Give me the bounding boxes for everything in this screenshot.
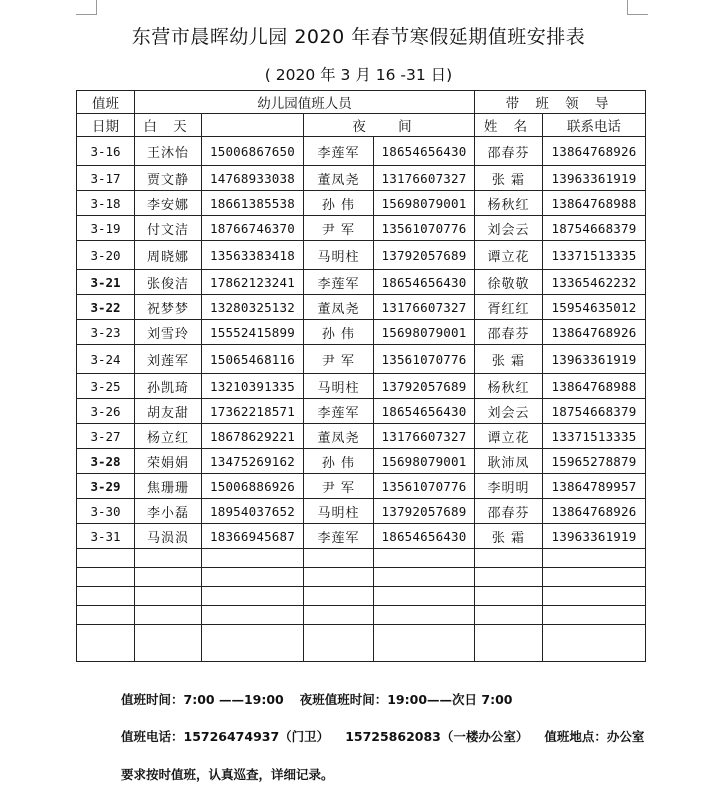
empty-cell [475, 625, 543, 662]
duty-date: 3-21 [77, 270, 135, 295]
header-date-bottom: 日期 [77, 114, 135, 137]
leader-phone: 13365462232 [543, 270, 646, 295]
night-staff-name: 李莲军 [304, 524, 374, 549]
empty-row [77, 568, 646, 587]
night-staff-phone: 13176607327 [374, 295, 475, 320]
leader-phone: 13371513335 [543, 241, 646, 270]
night-staff-phone: 15698079001 [374, 320, 475, 345]
day-staff-phone: 13475269162 [202, 449, 304, 474]
leader-phone: 13864789957 [543, 474, 646, 499]
table-row [77, 399, 646, 424]
header-day-blank [202, 114, 304, 137]
document-subtitle: ( 2020 年 3 月 16 -31 日) [264, 66, 453, 84]
leader-name: 张 霜 [475, 166, 543, 191]
night-staff-phone: 13561070776 [374, 345, 475, 374]
duty-hours-note [121, 690, 512, 708]
night-staff-name: 董凤尧 [304, 295, 374, 320]
night-staff-name: 马明柱 [304, 374, 374, 399]
empty-row [77, 549, 646, 568]
leader-name: 李明明 [475, 474, 543, 499]
duty-date: 3-20 [77, 241, 135, 270]
empty-cell [304, 625, 374, 662]
night-staff-phone: 18654656430 [374, 137, 475, 166]
leader-phone: 13864768926 [543, 320, 646, 345]
empty-cell [374, 568, 475, 587]
duty-date: 3-19 [77, 216, 135, 241]
day-staff-phone: 18678629221 [202, 424, 304, 449]
night-staff-phone: 13561070776 [374, 474, 475, 499]
table-row [77, 449, 646, 474]
duty-date: 3-25 [77, 374, 135, 399]
day-staff-name: 荣娟娟 [135, 449, 202, 474]
day-staff-name: 王沐怡 [135, 137, 202, 166]
day-staff-name: 付文洁 [135, 216, 202, 241]
empty-cell [304, 549, 374, 568]
page-corner-mark-left [76, 0, 97, 15]
duty-date: 3-16 [77, 137, 135, 166]
empty-cell [77, 606, 135, 625]
leader-name: 张 霜 [475, 345, 543, 374]
night-staff-phone: 13176607327 [374, 424, 475, 449]
duty-schedule-table [76, 90, 646, 662]
night-staff-phone: 18654656430 [374, 399, 475, 424]
day-staff-name: 贾文静 [135, 166, 202, 191]
empty-cell [304, 606, 374, 625]
table-row [77, 345, 646, 374]
empty-cell [135, 587, 202, 606]
empty-cell [543, 625, 646, 662]
day-staff-phone: 15006886926 [202, 474, 304, 499]
night-staff-phone: 15698079001 [374, 449, 475, 474]
night-staff-phone: 13176607327 [374, 166, 475, 191]
day-staff-name: 李小磊 [135, 499, 202, 524]
header-date-top: 值班 [77, 91, 135, 114]
night-staff-name: 李莲军 [304, 137, 374, 166]
day-staff-name: 马涢涢 [135, 524, 202, 549]
header-row-bottom [77, 114, 646, 137]
duty-requirement-note: 要求按时值班，认真巡查，详细记录。 [121, 767, 334, 782]
duty-date: 3-27 [77, 424, 135, 449]
empty-cell [374, 549, 475, 568]
table-row [77, 320, 646, 345]
day-staff-phone: 13563383418 [202, 241, 304, 270]
leader-phone: 13963361919 [543, 166, 646, 191]
leader-phone: 13864768988 [543, 191, 646, 216]
night-staff-phone: 18654656430 [374, 270, 475, 295]
duty-date: 3-28 [77, 449, 135, 474]
empty-cell [135, 625, 202, 662]
day-staff-name: 孙凯琦 [135, 374, 202, 399]
empty-cell [135, 568, 202, 587]
night-staff-phone: 18654656430 [374, 524, 475, 549]
empty-cell [374, 587, 475, 606]
empty-cell [475, 568, 543, 587]
empty-row [77, 625, 646, 662]
day-staff-phone: 14768933038 [202, 166, 304, 191]
table-row [77, 191, 646, 216]
leader-phone: 13864768988 [543, 374, 646, 399]
leader-phone: 13963361919 [543, 345, 646, 374]
leader-phone: 13963361919 [543, 524, 646, 549]
leader-phone: 13864768926 [543, 137, 646, 166]
empty-cell [475, 549, 543, 568]
empty-cell [135, 549, 202, 568]
duty-phone-office: 15725862083（一楼办公室） [345, 729, 529, 744]
table-row [77, 216, 646, 241]
day-staff-name: 刘雪玲 [135, 320, 202, 345]
day-staff-phone: 13280325132 [202, 295, 304, 320]
header-day: 白 天 [135, 114, 202, 137]
empty-cell [374, 606, 475, 625]
night-staff-phone: 13561070776 [374, 216, 475, 241]
empty-cell [304, 568, 374, 587]
table-row [77, 241, 646, 270]
night-staff-name: 尹 军 [304, 216, 374, 241]
table-row [77, 137, 646, 166]
header-leader-name: 姓 名 [475, 114, 543, 137]
night-staff-phone: 13792057689 [374, 241, 475, 270]
leader-phone: 18754668379 [543, 216, 646, 241]
leader-name: 邵春芬 [475, 499, 543, 524]
day-staff-name: 胡友甜 [135, 399, 202, 424]
table-row [77, 374, 646, 399]
empty-cell [374, 625, 475, 662]
night-staff-name: 董凤尧 [304, 166, 374, 191]
document-title: 东营市晨晖幼儿园 2020 年春节寒假延期值班安排表 [131, 26, 586, 48]
leader-name: 邵春芬 [475, 320, 543, 345]
night-staff-name: 马明柱 [304, 499, 374, 524]
leader-phone: 15954635012 [543, 295, 646, 320]
leader-name: 胥红红 [475, 295, 543, 320]
empty-cell [202, 549, 304, 568]
leader-name: 耿沛凤 [475, 449, 543, 474]
empty-cell [202, 606, 304, 625]
empty-cell [77, 549, 135, 568]
leader-name: 邵春芬 [475, 137, 543, 166]
header-row-top [77, 91, 646, 114]
table-row [77, 474, 646, 499]
night-staff-name: 孙 伟 [304, 191, 374, 216]
header-leader-phone: 联系电话 [543, 114, 646, 137]
empty-cell [475, 606, 543, 625]
empty-cell [202, 587, 304, 606]
day-duty-time: 值班时间：7:00 ——19:00 [121, 692, 284, 707]
duty-date: 3-18 [77, 191, 135, 216]
duty-location: 值班地点：办公室 [544, 729, 645, 744]
day-staff-phone: 18954037652 [202, 499, 304, 524]
leader-phone: 13371513335 [543, 424, 646, 449]
night-duty-time: 夜班值班时间：19:00——次日 7:00 [299, 692, 513, 707]
day-staff-name: 刘莲军 [135, 345, 202, 374]
duty-date: 3-24 [77, 345, 135, 374]
leader-name: 谭立花 [475, 241, 543, 270]
night-staff-phone: 15698079001 [374, 191, 475, 216]
night-staff-phone: 13792057689 [374, 499, 475, 524]
table-row [77, 424, 646, 449]
night-staff-phone: 13792057689 [374, 374, 475, 399]
day-staff-phone: 17862123241 [202, 270, 304, 295]
day-staff-phone: 17362218571 [202, 399, 304, 424]
empty-cell [77, 625, 135, 662]
night-staff-name: 尹 军 [304, 345, 374, 374]
duty-date: 3-22 [77, 295, 135, 320]
night-staff-name: 马明柱 [304, 241, 374, 270]
leader-phone: 18754668379 [543, 399, 646, 424]
night-staff-name: 孙 伟 [304, 449, 374, 474]
header-night: 夜 间 [304, 114, 475, 137]
leader-name: 谭立花 [475, 424, 543, 449]
leader-name: 张 霜 [475, 524, 543, 549]
duty-date: 3-30 [77, 499, 135, 524]
empty-cell [77, 587, 135, 606]
leader-name: 徐敬敬 [475, 270, 543, 295]
day-staff-phone: 13210391335 [202, 374, 304, 399]
header-leader: 带 班 领 导 [475, 91, 646, 114]
empty-row [77, 587, 646, 606]
empty-cell [543, 587, 646, 606]
leader-name: 刘会云 [475, 399, 543, 424]
empty-cell [202, 625, 304, 662]
leader-name: 刘会云 [475, 216, 543, 241]
day-staff-phone: 15006867650 [202, 137, 304, 166]
table-row [77, 295, 646, 320]
empty-cell [77, 568, 135, 587]
night-staff-name: 孙 伟 [304, 320, 374, 345]
day-staff-phone: 18661385538 [202, 191, 304, 216]
table-row [77, 166, 646, 191]
table-row [77, 270, 646, 295]
duty-date: 3-31 [77, 524, 135, 549]
leader-name: 杨秋红 [475, 191, 543, 216]
day-staff-name: 焦珊珊 [135, 474, 202, 499]
duty-date: 3-26 [77, 399, 135, 424]
day-staff-phone: 15065468116 [202, 345, 304, 374]
empty-cell [543, 568, 646, 587]
day-staff-name: 李安娜 [135, 191, 202, 216]
day-staff-phone: 18366945687 [202, 524, 304, 549]
night-staff-name: 李莲军 [304, 399, 374, 424]
header-staff: 幼儿园值班人员 [135, 91, 475, 114]
leader-phone: 13864768926 [543, 499, 646, 524]
empty-cell [475, 587, 543, 606]
empty-cell [543, 549, 646, 568]
day-staff-name: 杨立红 [135, 424, 202, 449]
day-staff-phone: 18766746370 [202, 216, 304, 241]
table-row [77, 524, 646, 549]
empty-cell [202, 568, 304, 587]
page-corner-mark-right [627, 0, 648, 15]
duty-phone: 值班电话：15726474937（门卫） [121, 729, 330, 744]
day-staff-name: 周晓娜 [135, 241, 202, 270]
night-staff-name: 董凤尧 [304, 424, 374, 449]
night-staff-name: 尹 军 [304, 474, 374, 499]
day-staff-name: 张俊洁 [135, 270, 202, 295]
leader-name: 杨秋红 [475, 374, 543, 399]
duty-date: 3-17 [77, 166, 135, 191]
table-row [77, 499, 646, 524]
duty-phone-note [121, 727, 644, 745]
empty-cell [135, 606, 202, 625]
night-staff-name: 李莲军 [304, 270, 374, 295]
empty-row [77, 606, 646, 625]
day-staff-name: 祝梦梦 [135, 295, 202, 320]
leader-phone: 15965278879 [543, 449, 646, 474]
duty-date: 3-29 [77, 474, 135, 499]
day-staff-phone: 15552415899 [202, 320, 304, 345]
empty-cell [304, 587, 374, 606]
duty-date: 3-23 [77, 320, 135, 345]
empty-cell [543, 606, 646, 625]
